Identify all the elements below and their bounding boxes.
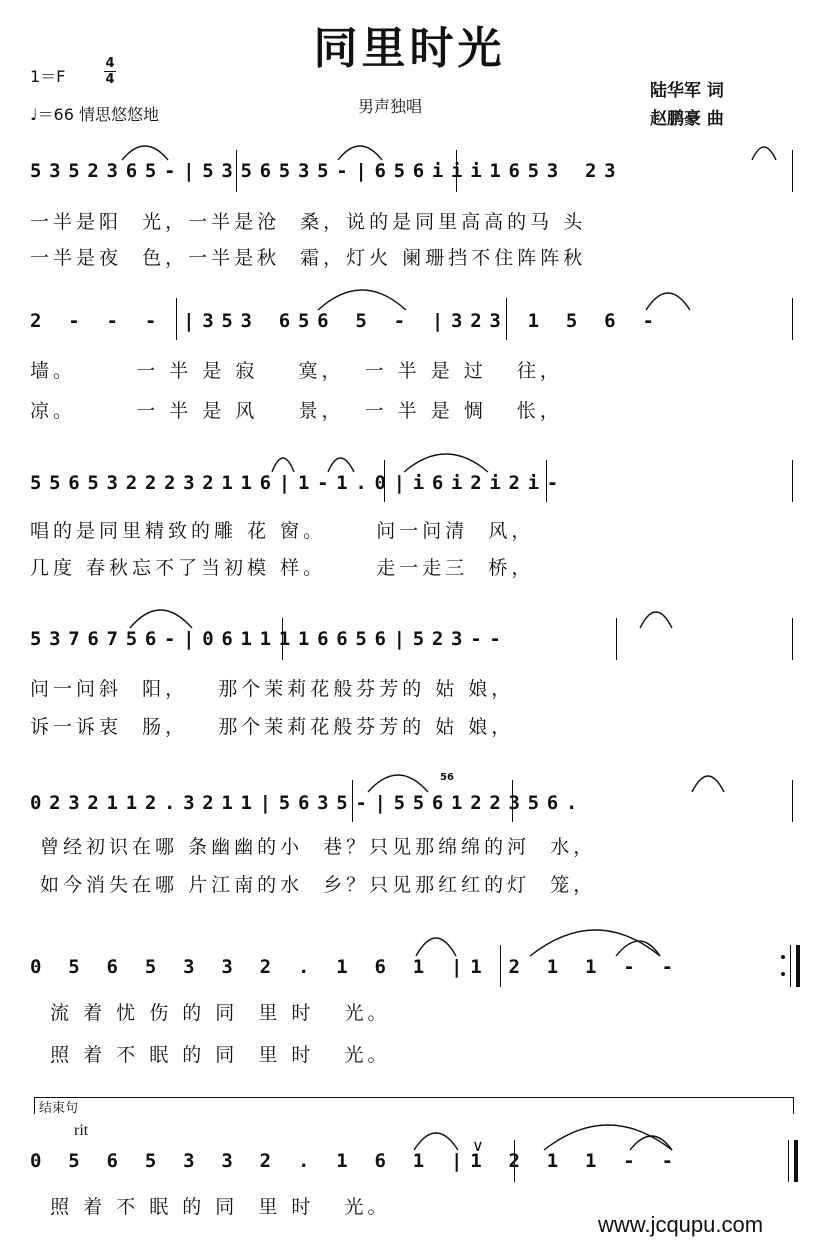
final-barline [788,1140,789,1182]
barline [792,780,793,822]
melody-line-7: 0 5 6 5 3 3 2 . 1 6 1 |1 2 1 1 - - [30,1150,700,1172]
grace-note: 56 [440,772,454,783]
melody-line-3: 5565322232116|1-1.0|i6i2i2i- [30,472,566,494]
lyric-line-2-verse-2: 凉。 一 半 是 风 景， 一 半 是 惆 怅， [30,400,563,422]
barline [616,618,617,660]
barline [792,298,793,340]
website-watermark: www.jcqupu.com [598,1212,764,1237]
lyric-line-7: 照 着 不 眠 的 同 里 时 光。 [30,1196,391,1218]
lyric-line-3-verse-2: 几度 春秋忘不了当初模 样。 走一走三 桥， [30,557,535,579]
tempo-marking: ♩＝66 情思悠悠地 [30,105,159,124]
time-signature-bottom: 4 [105,72,115,87]
melody-line-1: 5352365-|5356535-|656iii1653 23 [30,160,624,182]
repeat-end-barline [790,945,791,987]
melody-line-5: 0232112.3211|5635-|556122356. [30,792,586,814]
breath-mark-icon: ∨ [472,1136,484,1155]
lyric-line-3-verse-1: 唱的是同里精致的雕 花 窗。 问一问清 风， [30,520,535,542]
lyricist-credit: 陆华军 词 [650,81,724,101]
lyric-line-1-verse-2: 一半是夜 色，一半是秋 霜，灯火 阑珊挡不住阵阵秋 [30,247,587,269]
lyric-line-5-verse-2: 如今消失在哪 片江南的水 乡？只见那红红的灯 笼， [30,874,597,896]
coda-bracket [34,1097,794,1114]
barline [792,150,793,192]
repeat-dot [781,972,785,976]
lyric-line-5-verse-1: 曾经初识在哪 条幽幽的小 巷？只见那绵绵的河 水， [30,836,597,858]
key-signature: 1＝F [30,67,66,86]
repeat-dot [781,955,785,959]
time-signature-top: 4 [105,56,115,71]
lyric-line-6-verse-1: 流 着 忧 伤 的 同 里 时 光。 [30,1002,391,1024]
lyric-line-2-verse-1: 墙。 一 半 是 寂 寞， 一 半 是 过 往， [30,360,563,382]
lyric-line-6-verse-2: 照 着 不 眠 的 同 里 时 光。 [30,1044,391,1066]
final-barline-thick [794,1140,798,1182]
lyric-line-4-verse-1: 问一问斜 阳， 那个茉莉花般芬芳的 姑 娘， [30,678,515,700]
barline [792,618,793,660]
repeat-end-barline-thick [796,945,800,987]
composer-credit: 赵鹏豪 曲 [650,109,724,129]
performance-type: 男声独唱 [358,97,423,116]
melody-line-4: 5376756-|0611116656|523-- [30,628,509,650]
time-signature [102,56,118,87]
melody-line-6: 0 5 6 5 3 3 2 . 1 6 1 |1 2 1 1 - - [30,956,700,978]
lyric-line-1-verse-1: 一半是阳 光，一半是沧 桑，说的是同里高高的马 头 [30,211,587,233]
lyric-line-4-verse-2: 诉一诉衷 肠， 那个茉莉花般芬芳的 姑 娘， [30,716,515,738]
coda-label: 结束句 [39,1101,79,1116]
song-title: 同里时光 [313,23,506,74]
barline [792,460,793,502]
melody-line-2: 2 - - - |353 656 5 - |323 1 5 6 - [30,310,681,332]
ritardando-marking: rit [74,1122,89,1139]
